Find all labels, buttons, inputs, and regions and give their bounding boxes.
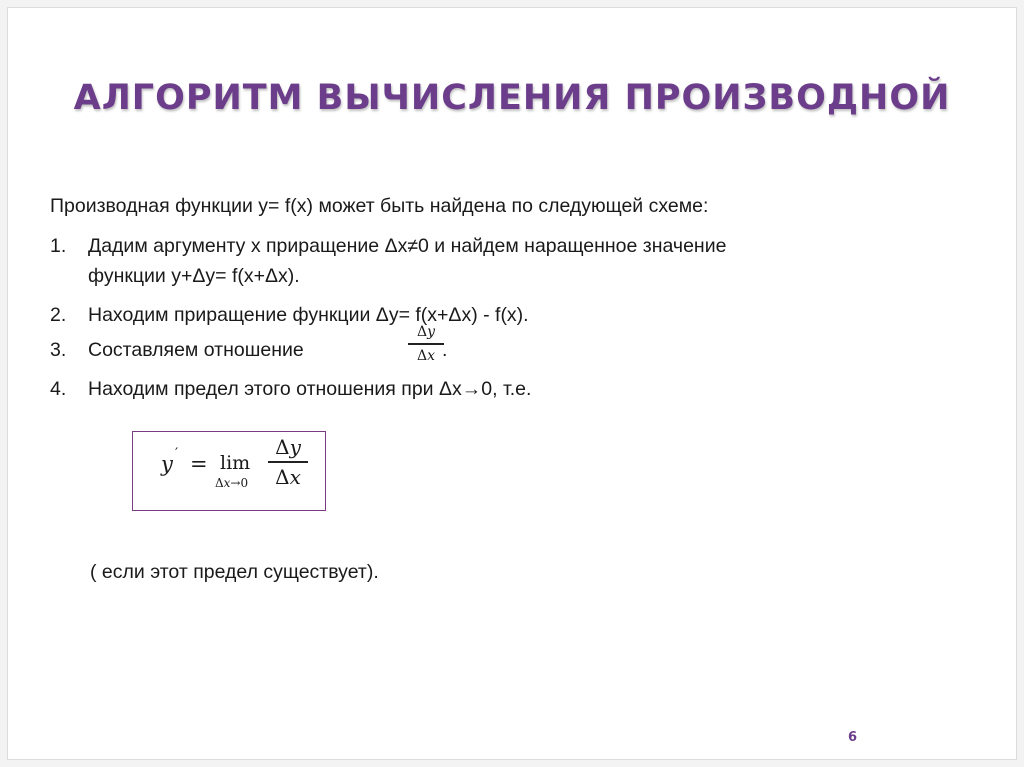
- slide-title: АЛГОРИТМ ВЫЧИСЛЕНИЯ ПРОИЗВОДНОЙ: [73, 78, 951, 118]
- ratio-period: .: [442, 339, 448, 361]
- ratio-denominator: Δ𝑥: [416, 347, 435, 364]
- fraction-bar: [268, 461, 308, 463]
- formula-lim: lim: [220, 452, 251, 474]
- step-number: 4.: [50, 378, 67, 400]
- ratio-fraction: [408, 323, 444, 365]
- formula-lim-subscript: Δ𝑥→0: [215, 476, 249, 490]
- step-1-continuation: функции y+Δy= f(x+Δx).: [88, 265, 300, 287]
- ratio-numerator: Δ𝑦: [416, 324, 436, 340]
- step-number: 3.: [50, 339, 67, 361]
- note-text: ( если этот предел существует).: [90, 561, 379, 583]
- formula-equals: =: [190, 452, 208, 476]
- step-text: Находим приращение функции Δy= f(x+Δx) - f(x).: [88, 304, 529, 326]
- formula-fraction: [268, 434, 308, 490]
- derivative-formula-box: [132, 431, 326, 511]
- step-number: 1.: [50, 235, 67, 257]
- formula-lhs: y: [161, 452, 173, 476]
- formula-prime: ′: [175, 446, 179, 462]
- slide: [7, 7, 1017, 760]
- step-text: Составляем отношение: [88, 339, 304, 361]
- step-text: Находим предел этого отношения при Δx→0, т.е.: [88, 378, 532, 400]
- page-number: 6: [848, 730, 858, 745]
- intro-text: Производная функции y= f(x) может быть найдена по следующей схеме:: [50, 195, 709, 217]
- step-number: 2.: [50, 304, 67, 326]
- formula-numerator: Δ𝑦: [275, 435, 301, 459]
- step-text: Дадим аргументу x приращение Δx≠0 и найдем наращенное значение: [88, 235, 727, 257]
- formula-denominator: Δ𝑥: [275, 464, 301, 489]
- fraction-bar: [408, 343, 444, 345]
